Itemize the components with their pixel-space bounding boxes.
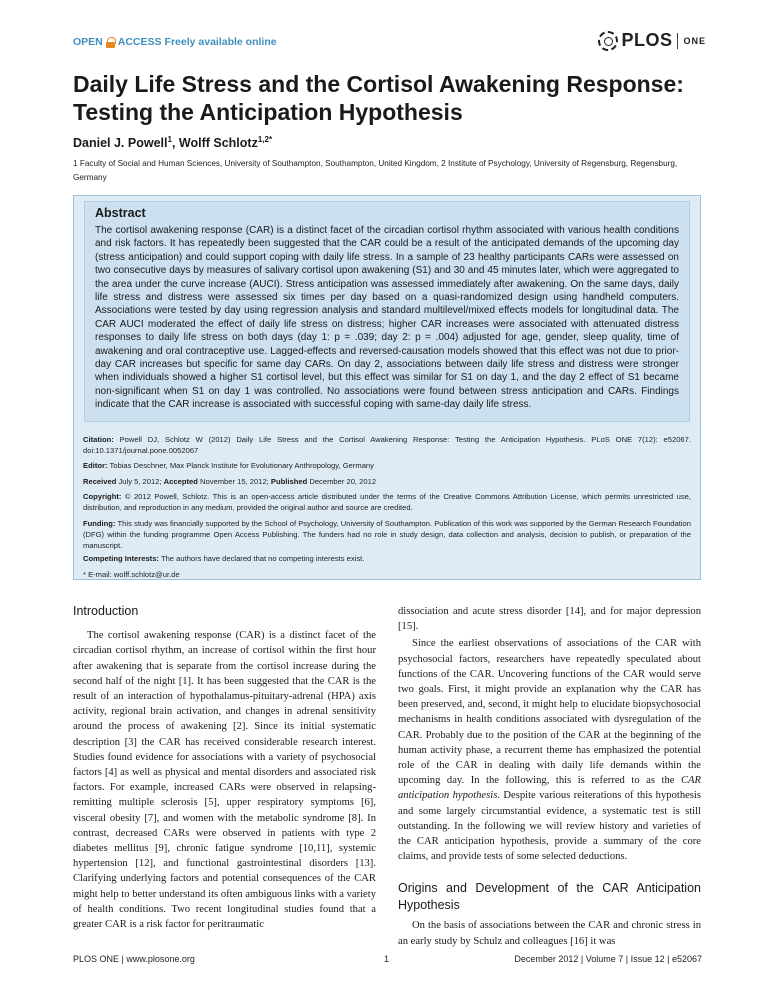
published-label: Published	[270, 477, 308, 486]
copyright-text: © 2012 Powell, Schlotz. This is an open-access article distributed under the terms of the Creative Commons Attribution License, which permits unrestricted use, distribution, and reproduction in any medium, provided the original author and source are credited.	[83, 492, 691, 512]
competing-text: The authors have declared that no competing interests exist.	[160, 554, 365, 563]
received-date: July 5, 2012;	[118, 477, 162, 486]
plos-one-logo	[598, 30, 706, 51]
logo-plos-text: PLOS	[621, 30, 673, 50]
copyright-label: Copyright:	[83, 492, 122, 501]
anticipation-paragraph	[398, 636, 701, 864]
intro-continuation: dissociation and acute stress disorder [14], and for major depression [15].	[398, 606, 701, 633]
abstract-heading: Abstract	[95, 206, 146, 220]
anticipation-term: CAR anticipation hypothesis	[398, 775, 701, 802]
affiliations: 1 Faculty of Social and Human Sciences, University of Southampton, Southampton, United Kingdom, 2 Institute of Psychology, University of Regensburg, Regensburg, Germany	[73, 159, 678, 182]
anticipation-text-a: Since the earliest observations of associations of the CAR with psychosocial factors, researchers have repeatedly speculated about functions of the CAR. Uncovering functions of the CAR would serve two goals. First, it might provide an explanation why the CAR has been preserved, and, second, it might help to elucidate biopsychosocial mechanisms in health conditions associated with dysregulation of the CAR. Probably due to the position of the CAR at the beginning of the human activity phase, a recurrent theme has emphasized the potential role of the CAR in dealing with daily life demands within the upcoming day. In the following, this is referred to as the	[398, 638, 701, 787]
open-label: OPEN	[73, 36, 103, 48]
funding-line	[83, 518, 691, 551]
funding-text: This study was financially supported by the School of Psychology, University of Southampton. Publication of this work was supported by the German Research Foundation (DFG) within the funding programme Open Access Publishing. The funders had no role in study design, data collection and analysis, decision to publish, or preparation of the manuscript.	[83, 519, 691, 550]
logo-divider	[677, 33, 678, 49]
editor-text: Tobias Deschner, Max Planck Institute for Evolutionary Anthropology, Germany	[109, 461, 374, 470]
origins-paragraph: On the basis of associations between the CAR and chronic stress in an early study by Schulz and colleagues [16] it was	[398, 920, 701, 947]
logo-one-text: ONE	[683, 35, 706, 46]
freely-available-label: Freely available online	[164, 36, 277, 48]
accepted-label: Accepted	[163, 477, 198, 486]
open-access-lock-icon	[106, 37, 115, 48]
editor-line	[83, 460, 691, 471]
author-affiliation-mark: 1	[167, 135, 172, 144]
plos-gear-icon	[598, 31, 618, 51]
article-title: Daily Life Stress and the Cortisol Awakening Response: Testing the Anticipation Hypothesis	[73, 71, 684, 125]
left-column	[73, 604, 376, 932]
funding-label: Funding:	[83, 519, 116, 528]
published-date: December 20, 2012	[309, 477, 377, 486]
competing-label: Competing Interests:	[83, 554, 159, 563]
accepted-date: November 15, 2012;	[199, 477, 269, 486]
origins-heading: Origins and Development of the CAR Anticipation Hypothesis	[398, 881, 701, 913]
author-name: Wolff Schlotz	[178, 136, 258, 151]
abstract-text: The cortisol awakening response (CAR) is a distinct facet of the circadian cortisol rhythm associated with various health conditions and risk factors. It has repeatedly been suggested that the CAR could be a result of the anticipated demands of the upcoming day (stress anticipation) and could support coping with daily life stress. In a sample of 23 healthy participants CARs were assessed on two consecutive days by measures of salivary cortisol upon awakening (S1) and 30 and 45 minutes later, which were aggregated to the area under the curve increase (AUCI). Stress anticipation was assessed immediately after awakening. On the same days, daily life stress and distress were assessed six times per day based on a quasi-randomized design using handheld computers. Associations were tested by day using regression analysis and standard multilevel/mixed effects models for longitudinal data. The CAR AUCI moderated the effect of daily life stress on distress; higher CAR increases were associated with attenuated distress responses to daily life stress on both days (day 1: p = .039; day 2: p = .004) adjusted for age, gender, sleep quality, time of awakening and oral contraceptive use. Lagged-effects and reversed-causation models showed that this effect was not due to prior-day CAR increases but specific for same day CARs. On day 2, associations between daily life stress and distress were stronger when individuals showed a higher S1 cortisol level, but this effect was similar for S1 on day 1, and the day 2 effect of S1 became non-significant when S1 on day 1 was controlled. No associations were found between stress anticipation and CARs. Findings indicate that the CAR increase is associated with successful coping with same-day daily life stress.	[95, 225, 679, 411]
anticipation-text-b: . Despite various reiterations of this hypothesis and some largely circumstantial evidence, a systematic test is still outstanding. In the following we will review history and varieties of the CAR anticipation hypothesis, provide a summary of the core claims, and provide tests of some selected deductions.	[398, 790, 702, 863]
editor-label: Editor:	[83, 461, 108, 470]
citation-line	[83, 434, 691, 456]
received-label: Received	[83, 477, 117, 486]
email-line: * E-mail: wolff.schlotz@ur.de	[83, 570, 180, 579]
introduction-heading: Introduction	[73, 604, 139, 618]
citation-label: Citation:	[83, 435, 114, 444]
open-access-banner	[73, 36, 277, 48]
copyright-line	[83, 491, 691, 513]
competing-interests-line	[83, 553, 691, 564]
footer-issue-info: December 2012 | Volume 7 | Issue 12 | e52067	[514, 954, 702, 964]
footer-journal: PLOS ONE | www.plosone.org	[73, 954, 195, 964]
dates-line	[83, 476, 691, 487]
abstract-inner	[84, 201, 690, 422]
footer-page-number: 1	[384, 954, 390, 964]
right-column	[398, 604, 701, 949]
author-list: Daniel J. Powell$^1$, Wolff Schlotz$^{1,2*}$	[73, 135, 273, 151]
author-name: Daniel J. Powell	[73, 136, 168, 151]
citation-text: Powell DJ, Schlotz W (2012) Daily Life Stress and the Cortisol Awakening Response: Testing the Anticipation Hypothesis. PLoS ONE 7(12): e52067. doi:10.1371/journal.pone.0052067	[83, 435, 691, 455]
author-affiliation-mark: 1,2*	[257, 135, 273, 144]
intro-paragraph: The cortisol awakening response (CAR) is a distinct facet of the circadian cortisol rhythm, an increase of cortisol within the first hour after awakening that is separate from the cortisol increase during the second half of the night [1]. It has been suggested that the CAR is the result of an interaction of hypothalamus-pituitary-adrenal (HPA) axis activity, regional brain activation, and changes in adrenal sensitivity around the process of awakening [2]. Since its initial systematic description [3] the CAR has received considerable research interest. Studies found evidence for associations with a variety of psychosocial factors [4] as well as physical and mental disorders and associated risk factors. For example, increased CARs were observed in relapsing-remitting multiple sclerosis [5], upper respiratory symptoms [6], visceral obesity [7], and women with the metabolic syndrome [8]. In contrast, decreased CARs were observed in patients with type 2 diabetes mellitus [9], chronic fatigue syndrome [10,11], systemic hypertension [12], and functional gastrointestinal disorders [13]. Clarifying underlying factors and potential consequences of the CAR might help to better understand its often ambiguous links with a variety of health conditions. Two recent longitudinal studies found that a greater CAR is a risk factor for peritraumatic	[73, 630, 376, 931]
access-label: ACCESS	[117, 36, 162, 48]
